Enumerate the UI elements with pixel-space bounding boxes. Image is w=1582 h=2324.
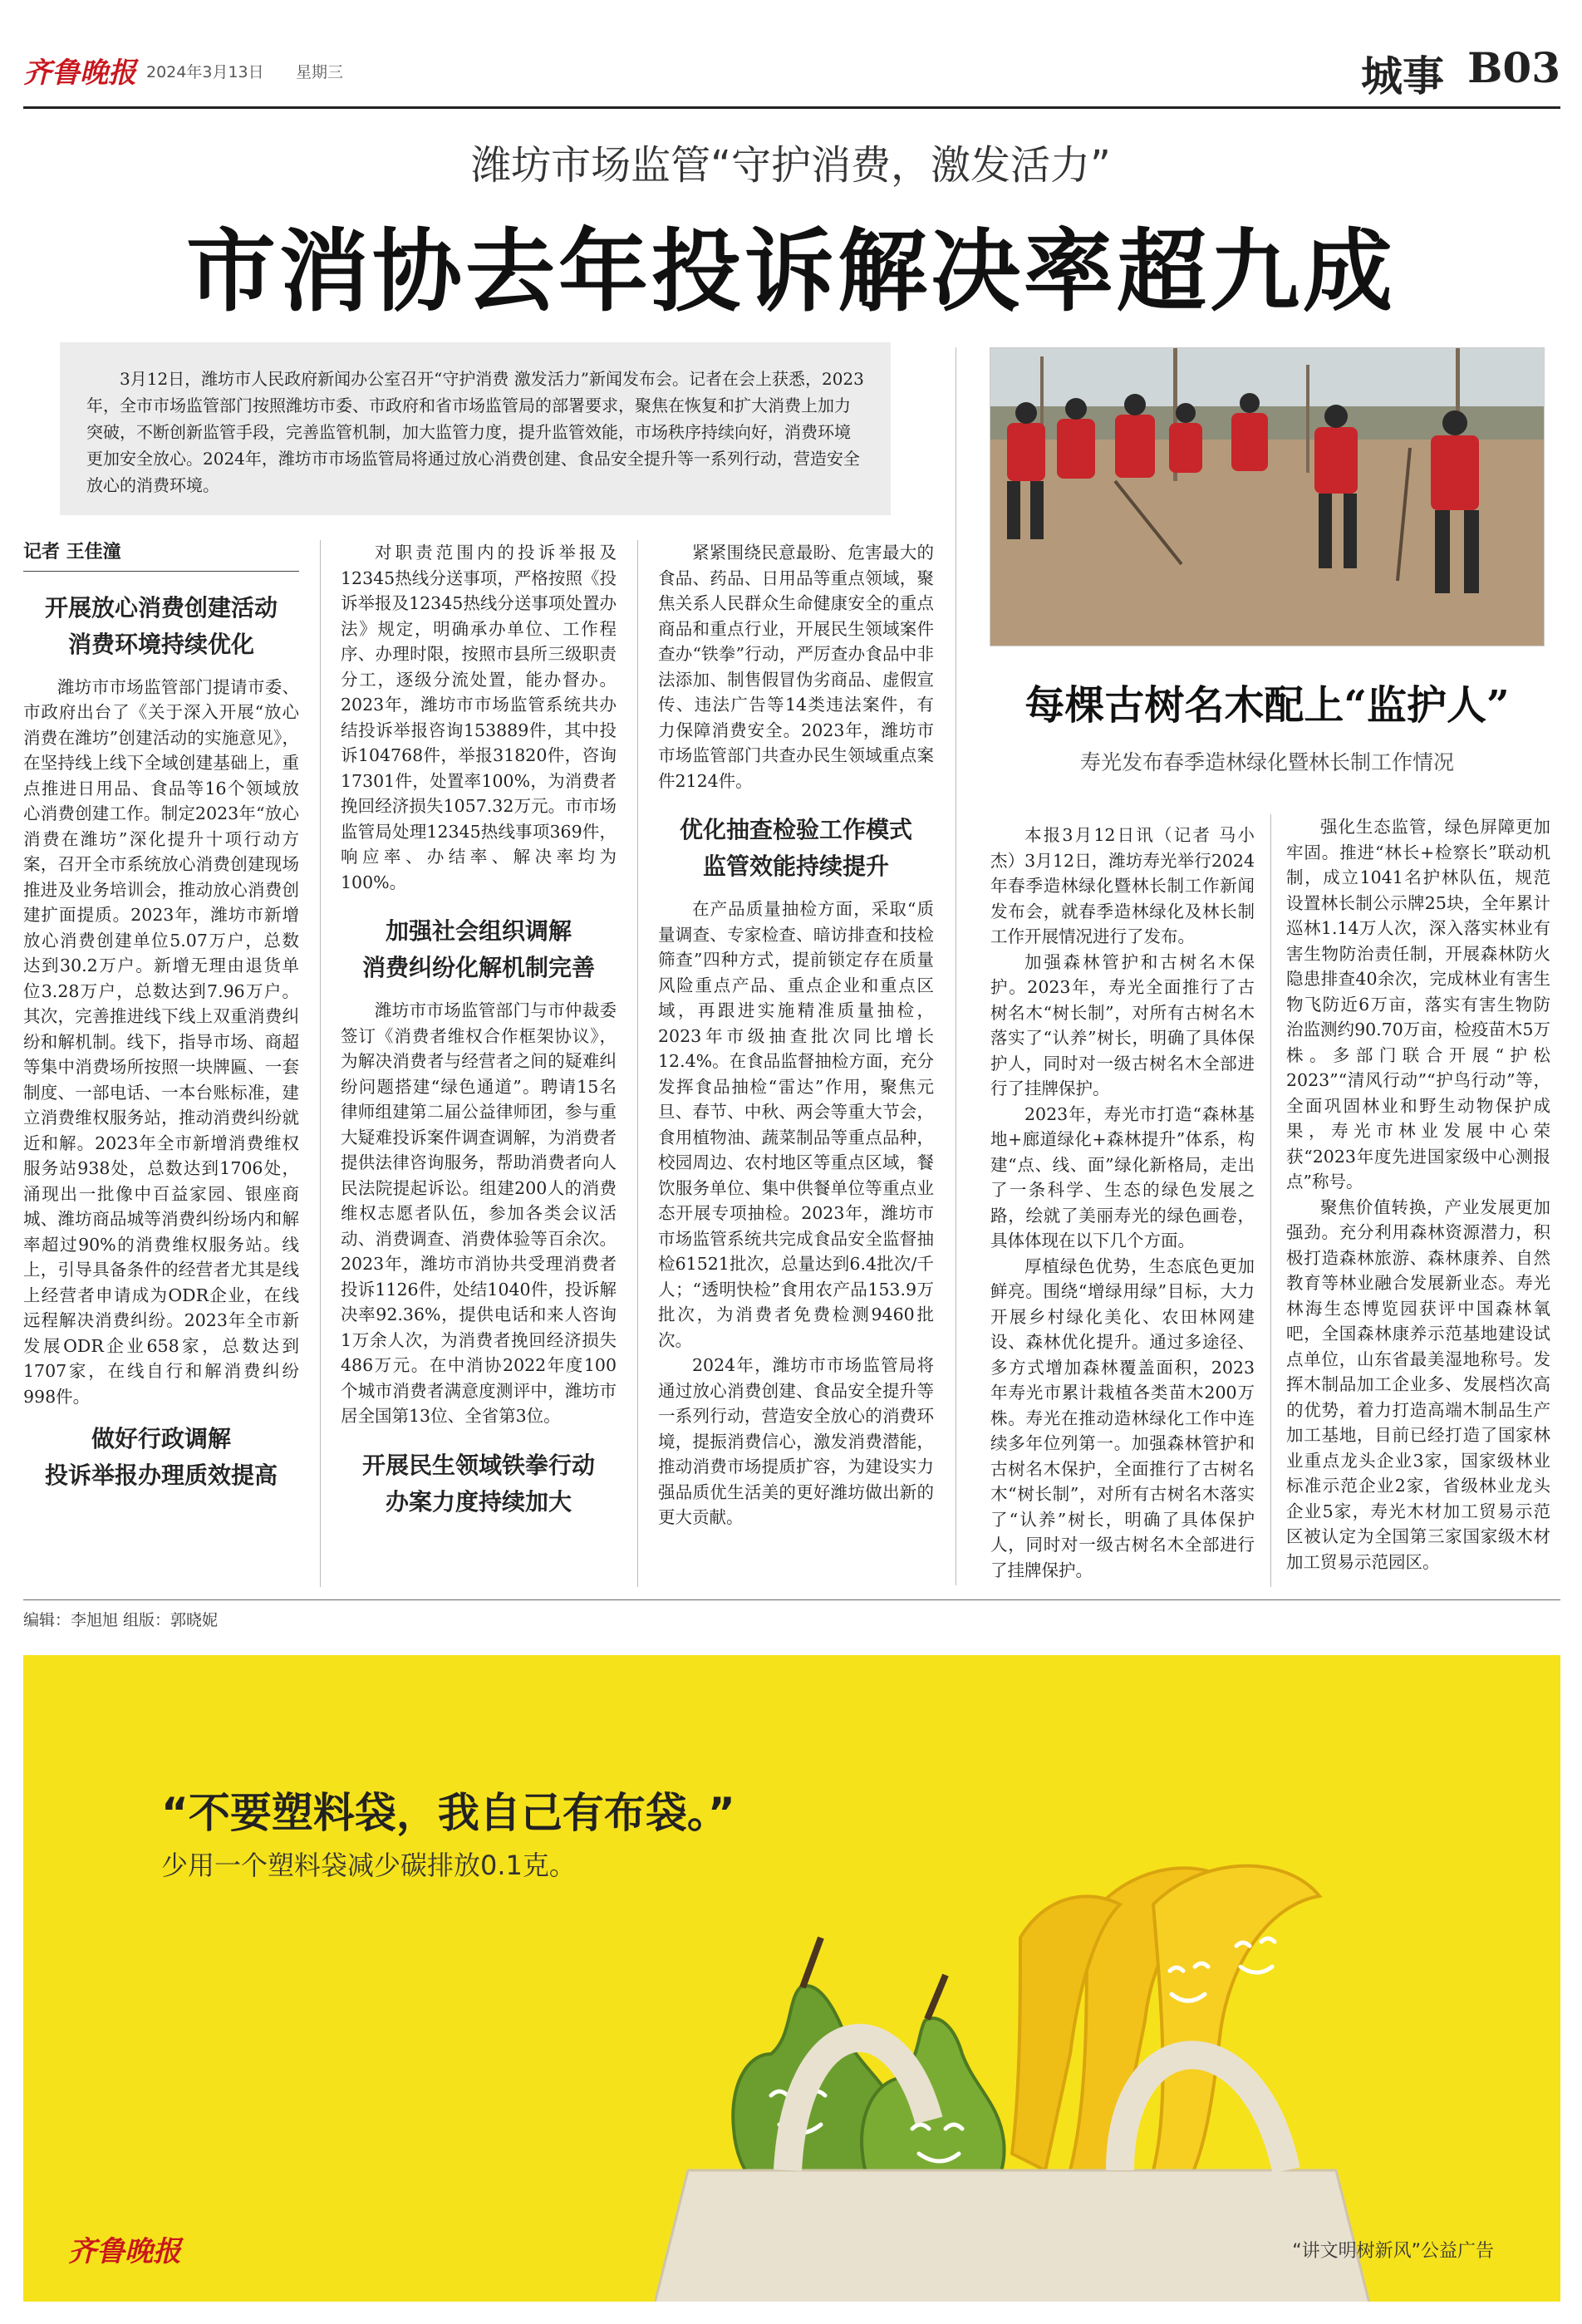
fruit-bag-illustration: [655, 1805, 1403, 2302]
paragraph-3: 潍坊市市场监管部门与市仲裁委签订《消费者维权合作框架协议》，为解决消费者与经营者之间的疑难纠纷问题搭建“绿色通道”。聘请15名律师组建第二届公益律师团，参与重大疑难投诉案件调查调解，为消费者提供法律咨询服务，帮助消费者向人民法院提起诉讼。组建200人的消费维权志愿者队伍，参加各类会议活动、消费调查、消费体验等百余次。2023年，潍坊市消协共受理消费者投诉1126件，处结1040件，投诉解决率92.36%，提供电话和来人咨询1万余人次，为消费者挽回经济损失486万元。在中消协2022年度100个城市消费者满意度测评中，潍坊市居全国第13位、全省第3位。: [341, 1000, 617, 1426]
ad-logo: 齐鲁晚报: [68, 2235, 181, 2268]
public-service-ad: [23, 1655, 1560, 2302]
side-paragraph-5: 强化生态监管，绿色屏障更加牢固。推进“林长+检察长”联动机制，成立1041名护林队伍，规范设置林长制公示牌25块，全年累计巡林1.14万人次，深入落实林业有害生物防治责任制，开展森林防火隐患排查40余次，完成林业有害生物飞防近6万亩，落实有害生物防治监测约90.70万亩，检疫苗木5万株。多部门联合开展“护松2023”“清风行动”“护鸟行动”等，全面巩固林业和野生动物保护成果，寿光市林业发展中心荣获“2023年度先进国家级中心测报点”称号。: [1286, 817, 1550, 1191]
paragraph-4: 紧紧围绕民意最盼、危害最大的食品、药品、日用品等重点领域，聚焦关系人民群众生命健康安全的重点商品和重点行业，开展民生领域案件查办“铁拳”行动，严厉查办食品中非法添加、制售假冒伪劣商品、虚假宣传、违法广告等14类违法案件，有力保障消费安全。2023年，潍坊市市场监管部门共查办民生领域重点案件2124件。: [658, 543, 934, 791]
paragraph-2: 对职责范围内的投诉举报及12345热线分送事项，严格按照《投诉举报及12345热线分送事项处置办法》规定，明确承办单位、工作程序、办理时限，按照市县所三级职责分工，逐级分流处置，能办督办。2023年，潍坊市市场监管系统共办结投诉举报咨询153889件，其中投诉104768件，举报31820件，咨询17301件，处置率100%，为消费者挽回经济损失1057.32万元。市市场监管局处理12345热线事项369件，响应率、办结率、解决率均为100%。: [341, 543, 617, 892]
article-column-1: [23, 540, 299, 1506]
subhead-4: 开展民生领域铁拳行动 办案力度持续加大: [361, 1451, 595, 1516]
editor-credit: 编辑：李旭旭 组版：郭晓妮: [23, 1611, 219, 1629]
side-headline: 每棵古树名木配上“监护人”: [1024, 682, 1510, 729]
paragraph-1: 潍坊市市场监管部门提请市委、市政府出台了《关于深入开展“放心消费在潍坊”创建活动的实施意见》，在坚持线上线下全域创建基础上，重点推进日用品、食品等16个领域放心消费创建工作。制定2023年“放心消费在潍坊”深化提升十项行动方案，召开全市系统放心消费创建现场推进及业务培训会，推动放心消费创建扩面提质。2023年，潍坊市新增放心消费创建单位5.07万户，总数达到30.2万户。新增无理由退货单位3.28万户，总数达到7.96万户。其次，完善推进线下线上双重消费纠纷和解机制。线下，指导市场、商超等集中消费场所按照一块牌匾、一套制度、一部电话、一本台账标准，建立消费维权服务站，推动消费纠纷就近和解。2023年全市新增消费维权服务站938处，总数达到1706处，涌现出一批像中百益家园、银座商城、潍坊商品城等消费纠纷场内和解率超过90%的消费维权服务站。线上，引导具备条件的经营者尤其是线上经营者申请成为ODR企业，在线远程解决消费纠纷。2023年全市新发展ODR企业658家，总数达到1707家，在线自行和解消费纠纷998件。: [23, 676, 299, 1407]
tree-planting-photo: [990, 347, 1545, 646]
masthead: [23, 43, 1560, 101]
header-divider: [23, 106, 1560, 109]
subhead-1: 开展放心消费创建活动 消费环境持续优化: [44, 593, 278, 658]
side-paragraph-3: 2023年，寿光市打造“森林基地+廊道绿化+森林提升”体系，构建“点、线、面”绿化新格局，走出了一条科学、生态的绿色发展之路，绘就了美丽寿光的绿色画卷，具体体现在以下几个方面。: [990, 1103, 1255, 1250]
side-paragraph-1: 本报3月12日讯（记者 马小杰）3月12日，潍坊寿光举行2024年春季造林绿化暨林长制工作新闻发布会，就春季造林绿化及林长制工作开展情况进行了发布。: [990, 825, 1255, 946]
side-paragraph-6: 聚焦价值转换，产业发展更加强劲。充分利用森林资源潜力，积极打造森林旅游、森林康养、自然教育等林业融合发展新业态。寿光林海生态博览园获评中国森林氧吧，全国森林康养示范基地建设试点单位，山东省最美湿地称号。发挥木制品加工企业多、发展档次高的优势，着力打造高端木制品生产加工基地，目前已经打造了国家林业重点龙头企业3家，国家级林业标准示范企业2家，省级林业龙头企业5家，寿光木材加工贸易示范区被认定为全国第三家国家级木材加工贸易示范园区。: [1286, 1196, 1550, 1572]
subhead-5: 优化抽查检验工作模式 监管效能持续提升: [679, 816, 912, 880]
subhead-2: 做好行政调解 投诉举报办理质效提高: [44, 1425, 278, 1489]
issue-date: 2024年3月13日: [146, 63, 264, 81]
issue-weekday: 星期三: [296, 63, 344, 81]
newspaper-logo: 齐鲁晚报: [23, 57, 136, 90]
ad-subline: 少用一个塑料袋减少碳排放0.1克。: [161, 1850, 576, 1881]
ad-quote: “不要塑料袋，我自己有布袋。”: [161, 1789, 735, 1837]
side-paragraph-2: 加强森林管护和古树名木保护。2023年，寿光全面推行了古树名木“树长制”，对所有古树名木落实了“认养”树长，明确了具体保护人，同时对一级古树名木全部进行了挂牌保护。: [990, 951, 1255, 1098]
side-column-1: [990, 823, 1255, 1583]
column-divider: [320, 540, 321, 1587]
byline: 记者 王佳潼: [23, 540, 299, 572]
side-subhead: 寿光发布春季造林绿化暨林长制工作情况: [1079, 750, 1454, 774]
paragraph-5b: 2024年，潍坊市市场监管局将通过放心消费创建、食品安全提升等一系列行动，营造安全放心的消费环境，提振消费信心，激发消费潜能，推动消费市场提质扩容，为建设实力强品质优生活美的更好潍坊做出新的更大贡献。: [658, 1355, 934, 1527]
main-kicker: 潍坊市场监管“守护消费，激发活力”: [471, 142, 1111, 189]
article-column-3: [658, 540, 934, 1530]
side-paragraph-4: 厚植绿色优势，生态底色更加鲜亮。围绕“增绿用绿”目标，大力开展乡村绿化美化、农田林网建设、森林优化提升。通过多途径、多方式增加森林覆盖面积，2023年寿光市累计栽植各类苗木200万株。寿光在推动造林绿化工作中连续多年位列第一。加强森林管护和古树名木保护，全面推行了古树名木“树长制”，对所有古树名木落实了“认养”树长，明确了具体保护人，同时对一级古树名木全部进行了挂牌保护。: [990, 1255, 1255, 1580]
ad-tagline: “讲文明树新风”公益广告: [1292, 2241, 1494, 2262]
tree-planting-illustration: [990, 348, 1545, 646]
main-headline: 市消协去年投诉解决率超九成: [185, 219, 1396, 324]
subhead-3: 加强社会组织调解 消费纠纷化解机制完善: [361, 917, 595, 981]
article-column-2: [341, 540, 617, 1532]
side-column-2: [1286, 814, 1550, 1575]
lead-paragraph: 3月12日，潍坊市人民政府新闻办公室召开“守护消费 激发活力”新闻发布会。记者在会上获悉，2023年，全市市场监管部门按照潍坊市委、市政府和省市场监管局的部署要求，聚焦在恢复和扩大消费上加力突破，不断创新监管手段，完善监管机制，加大监管力度，提升监管效能，市场秩序持续向好，消费环境更加安全放心。2024年，潍坊市市场监管局将通过放心消费创建、食品安全提升等一系列行动，营造安全放心的消费环境。: [60, 342, 891, 515]
paragraph-5a: 在产品质量抽检方面，采取“质量调查、专家检查、暗访排查和技检筛查”四种方式，提前锁定存在质量风险重点产品、重点企业和重点区域，再跟进实施精准质量抽检，2023年市级抽查批次同比增长12.4%。在食品监督抽检方面，充分发挥食品抽检“雷达”作用，聚焦元旦、春节、中秋、两会等重大节会，食用植物油、蔬菜制品等重点品种，校园周边、农村地区等重点区域，餐饮服务单位、集中供餐单位等重点业态开展专项抽检。2023年，潍坊市市场监管系统共完成食品安全监督抽检61521批次，总量达到6.4批次/千人；“透明快检”食用农产品153.9万批次，为消费者免费检测9460批次。: [658, 899, 934, 1350]
footer-divider: [23, 1599, 1560, 1600]
section-name: 城事: [1361, 52, 1444, 101]
column-divider: [1270, 814, 1271, 1587]
column-divider: [637, 540, 638, 1587]
page-number: B03: [1467, 43, 1560, 92]
